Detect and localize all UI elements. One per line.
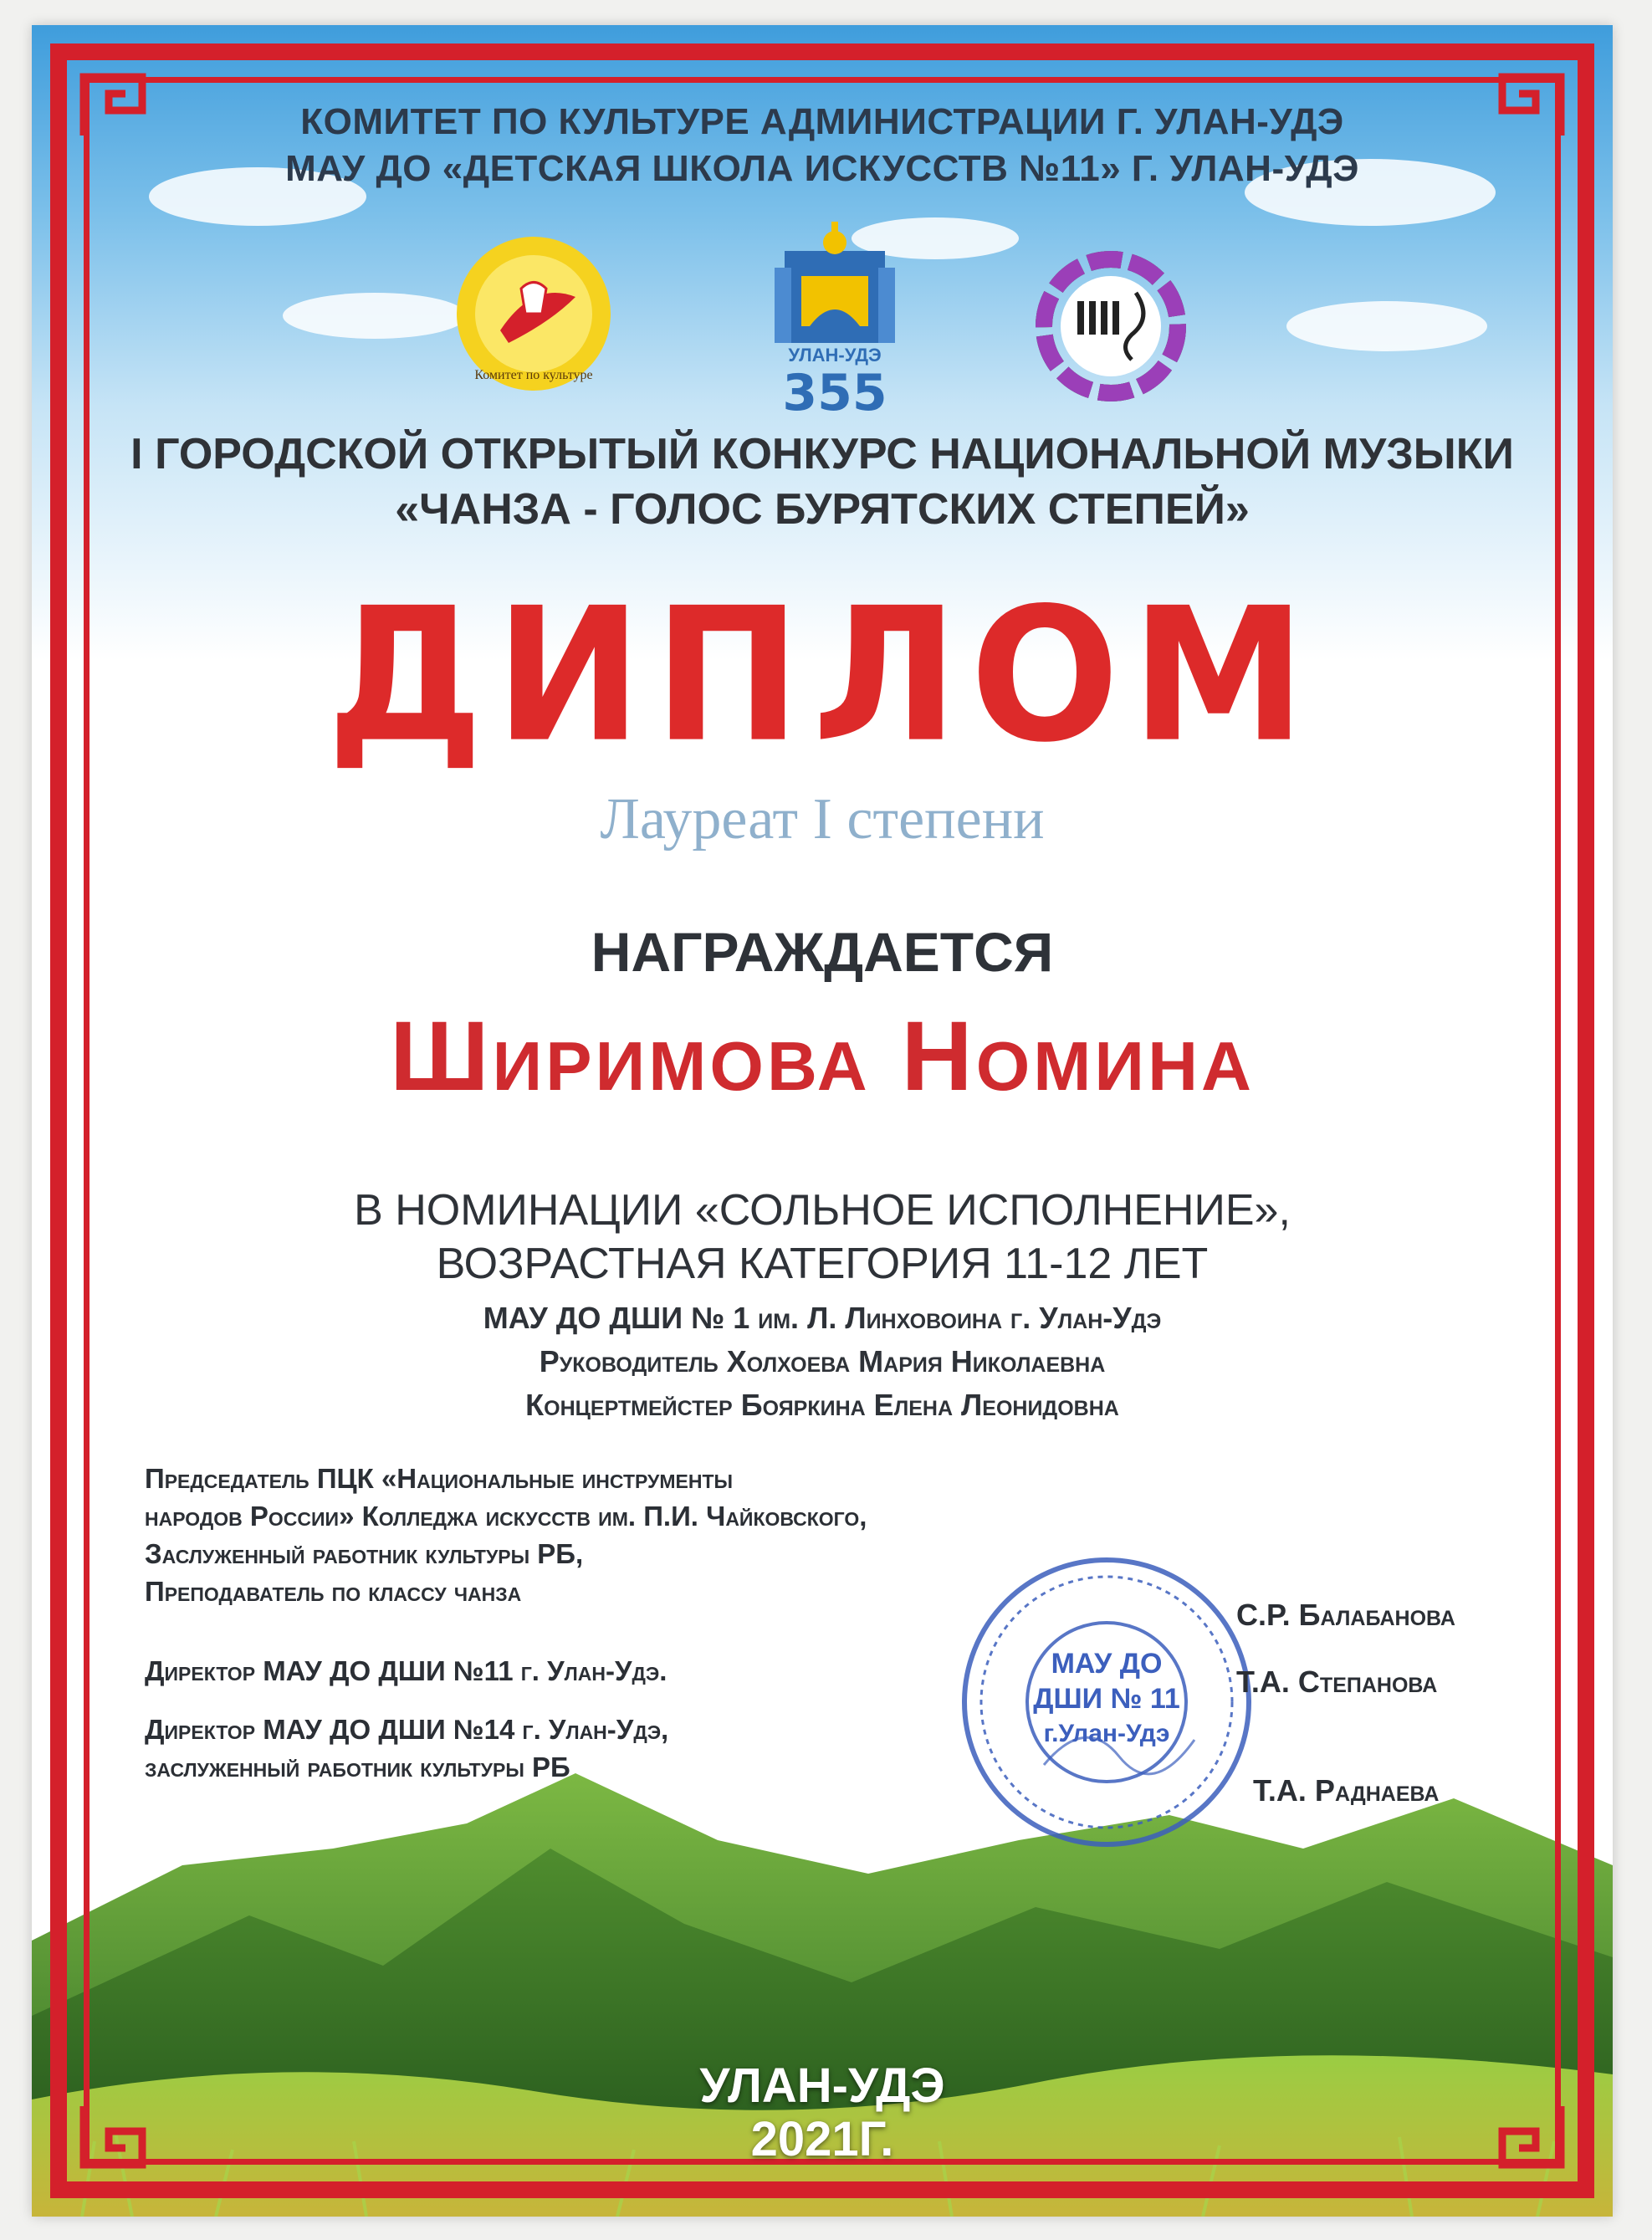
- culture-committee-logo: [450, 230, 617, 397]
- awarded-label: НАГРАЖДАЕТСЯ: [591, 921, 1054, 983]
- signature-name-2: Т.А. Степанова: [1236, 1665, 1438, 1699]
- school-line-3: Концертмейстер Бояркина Елена Леонидовна: [525, 1388, 1119, 1422]
- stamp-line-2: ДШИ № 11: [1033, 1683, 1180, 1715]
- jury3-line-2: заслуженный работник культуры РБ: [145, 1752, 570, 1782]
- jury1-line-3: Заслуженный работник культуры РБ,: [145, 1538, 584, 1569]
- art-school-11-logo: [1027, 243, 1194, 410]
- organizer-line-2: МАУ ДО «ДЕТСКАЯ ШКОЛА ИСКУССТВ №11» Г. УЛАН-УДЭ: [285, 148, 1359, 189]
- footer-year: 2021Г.: [750, 2112, 894, 2166]
- signature-name-3: Т.А. Раднаева: [1253, 1773, 1440, 1808]
- ulan-ude-355-logo: [751, 217, 918, 418]
- ulan-ude-logo-text: УЛАН-УДЭ: [788, 345, 882, 366]
- footer-city: УЛАН-УДЭ: [699, 2058, 945, 2113]
- diploma-page: [32, 25, 1613, 2217]
- contest-line-1: I ГОРОДСКОЙ ОТКРЫТЫЙ КОНКУРС НАЦИОНАЛЬНОЙ МУЗЫКИ: [130, 430, 1514, 478]
- stamp-line-1: МАУ ДО: [1051, 1648, 1163, 1680]
- director-14-block: [145, 1711, 668, 1786]
- school-stamp: [952, 1547, 1261, 1857]
- nomination-line-1: В НОМИНАЦИИ «СОЛЬНОЕ ИСПОЛНЕНИЕ»,: [354, 1186, 1291, 1235]
- jury1-line-1: Председатель ПЦК «Национальные инструменты: [145, 1463, 734, 1494]
- culture-committee-logo-text: Комитет по культуре: [474, 368, 593, 382]
- school-block: [32, 1296, 1613, 1427]
- signature-name-1: С.Р. Балабанова: [1236, 1598, 1455, 1632]
- contest-title: [32, 427, 1613, 537]
- nomination-block: [32, 1184, 1613, 1291]
- ulan-ude-logo-number: 355: [782, 364, 887, 418]
- recipient-name: Ширимова Номина: [390, 1001, 1255, 1112]
- director-11-block: [145, 1652, 667, 1690]
- contest-line-2: «ЧАНЗА - ГОЛОС БУРЯТСКИХ СТЕПЕЙ»: [395, 485, 1250, 534]
- jury3-line-1: Директор МАУ ДО ДШИ №14 г. Улан-Удэ,: [145, 1714, 669, 1745]
- school-line-1: МАУ ДО ДШИ № 1 им. Л. Линховоина г. Улан-Удэ: [483, 1301, 1162, 1335]
- school-line-2: Руководитель Холхоева Мария Николаевна: [539, 1344, 1106, 1378]
- jury1-line-2: народов России» Колледжа искусств им. П.И. Чайковского,: [145, 1501, 867, 1532]
- stamp-line-3: г.Улан-Удэ: [1043, 1720, 1170, 1747]
- jury1-line-4: Преподаватель по классу чанза: [145, 1576, 522, 1607]
- diploma-title: ДИПЛОМ: [326, 567, 1318, 784]
- jury2-line: Директор МАУ ДО ДШИ №11 г. Улан-Удэ.: [145, 1655, 667, 1686]
- organizer-line-1: КОМИТЕТ ПО КУЛЬТУРЕ АДМИНИСТРАЦИИ Г. УЛАН-УДЭ: [300, 101, 1344, 142]
- jury-chair-block: [145, 1460, 867, 1610]
- organizer-header: [32, 99, 1613, 192]
- nomination-line-2: ВОЗРАСТНАЯ КАТЕГОРИЯ 11-12 ЛЕТ: [436, 1240, 1209, 1288]
- laureate-degree: Лауреат I степени: [600, 787, 1045, 852]
